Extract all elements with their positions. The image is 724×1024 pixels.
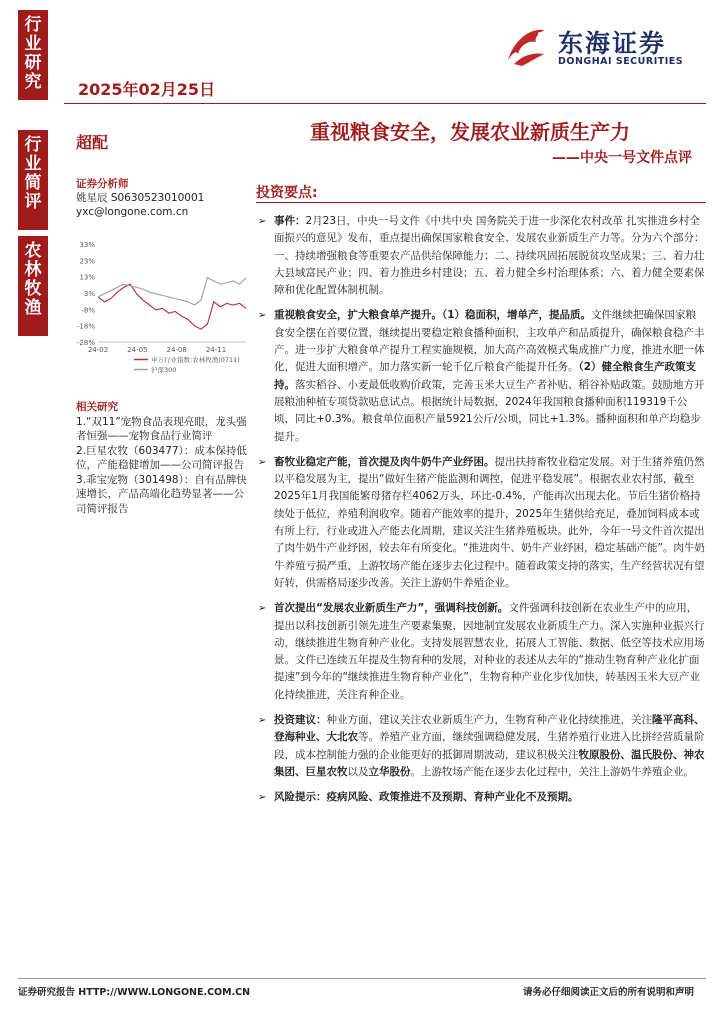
- bullet-risk: [258, 789, 706, 806]
- rating: 超配: [76, 133, 109, 152]
- series-line-1: [98, 278, 246, 305]
- report-subtitle: ——中央一号文件点评: [552, 150, 692, 166]
- related-item: 3.乖宝宠物（301498）：自有品牌快速增长，产品高端化趋势显著——公司简评报告: [76, 473, 247, 515]
- bullet-lead: 畜牧业稳定产能，首次提及肉牛奶牛产业纾困。: [274, 455, 495, 468]
- bullet-text: 以及: [347, 765, 369, 778]
- section-divider: [256, 202, 706, 203]
- x-tick-label: 24-11: [205, 346, 227, 354]
- related-item: 2.巨星农牧（603477）：成本保持低位，产能稳健增加——公司简评报告: [76, 444, 247, 471]
- report-date: 2025年02月25日: [78, 80, 216, 99]
- bullet-text: 提出扶持畜牧业稳定发展。对于生猪养殖仍然以平稳发展为主，提出“做好生猪产能监测和调控，促进平稳发展”。根据农业农村部，截至2025年1月我国能繁母猪存栏4062万头，环比-0.4%，产能再次出现去化。节后生猪价格持续处于低位，养殖利润收窄。随着产能效率的提升，2025年生猪供给充足，叠加饲料成本或有所上行，行业或进入产能去化周期，建议关注生猪养殖板块。此外，今年一号文件首次提出了肉牛奶牛产业纾困，较去年有所变化。“推进肉牛、奶牛产业纾困，稳定基础产能”。肉牛奶牛养殖亏损严重，上游牧场产能在逐步去化过程中。随着政策支持的落实，生产经营状况有望好转，供需格局逐步改善。关注上游奶牛养殖企业。: [274, 455, 705, 589]
- stock-names: 隆平高科、登海种业、大北农: [274, 714, 705, 744]
- side-tab-industry-brief: [18, 130, 48, 230]
- bullet-text: 2月23日，中央一号文件《中共中央 国务院关于进一步深化农村改革 扎实推进乡村全面振兴的意见》发布，重点提出确保国家粮食安全、发展农业新质生产力等。分为六个部分：一、持续增强粮食等重要农产品供给保障能力；二、持续巩固拓展脱贫攻坚成果；三、着力壮大县域富民产业；四、着力推进乡村建设；五、着力健全乡村治理体系；六、着力健全要素保障和优化配置体制机制。: [274, 215, 705, 297]
- bullet-text: 落实稻谷、小麦最低收购价政策，完善玉米大豆生产者补贴、稻谷补贴政策。鼓励地方开展粮油种植专项贷款贴息试点。根据统计局数据，2024年我国粮食播种面积119319千公顷，同比+0.3%。粮食单位面积产量5921公斤/公顷，同比+1.3%。播种面积和单产均稳步提升。: [274, 378, 705, 443]
- logo-chinese-name: 东海证券: [558, 29, 667, 58]
- series-line-0: [98, 284, 246, 329]
- tab-char: 简: [24, 173, 42, 193]
- bullet-text: 种业方面，建议关注农业新质生产力，生物育种产业化持续推进，关注: [326, 714, 652, 727]
- tab-char: 渔: [24, 298, 42, 318]
- related-label: 相关研究: [76, 401, 118, 413]
- tab-char: 林: [24, 260, 42, 280]
- bullet-lead: 首次提出“发展农业新质生产力”，强调科技创新。: [274, 602, 509, 615]
- header-divider: [64, 103, 706, 104]
- y-tick-label: 3%: [83, 290, 95, 298]
- bullet-text: 等。养殖产业方面，继续强调稳健发展，生猪养殖行业进入比拼经营质量阶段，成本控制能力强的企业能更好的抵御周期波动，建议积极关注: [274, 731, 705, 761]
- index-performance-chart: [64, 236, 254, 384]
- y-tick-label: -28%: [76, 339, 95, 347]
- stock-names: 立华股份: [368, 765, 411, 778]
- analyst-email: yxc@longone.com.cn: [76, 206, 189, 218]
- x-tick-label: 24-08: [166, 346, 187, 354]
- analyst-name: 姚星辰 S0630523010001: [76, 192, 205, 204]
- y-tick-label: 13%: [79, 273, 95, 282]
- donghai-logo: [500, 18, 700, 74]
- arrow-bullet-icon: ➢: [258, 310, 267, 322]
- arrow-bullet-icon: ➢: [258, 792, 267, 804]
- arrow-bullet-icon: ➢: [258, 216, 267, 227]
- section-title: 投资要点:: [256, 185, 318, 201]
- footer-disclaimer: 请务必仔细阅读正文后的所有说明和声明: [522, 987, 694, 998]
- tab-char: 行: [24, 135, 42, 155]
- key-points: [258, 213, 706, 815]
- analyst-label: 证券分析师: [76, 178, 129, 190]
- arrow-bullet-icon: ➢: [258, 456, 267, 468]
- tab-char: 农: [24, 241, 42, 261]
- stock-names: 牧原股份、温氏股份、神农集团、巨星农牧: [274, 748, 705, 778]
- bullet-event: [258, 213, 706, 299]
- analyst-info: [76, 177, 204, 219]
- arrow-bullet-icon: ➢: [258, 715, 267, 727]
- bullet-grain-security: [258, 307, 706, 445]
- tab-char: 究: [24, 72, 42, 92]
- dragon-emblem-icon: [500, 20, 552, 72]
- side-tab-agriculture: [18, 236, 48, 336]
- y-tick-label: -18%: [76, 322, 95, 331]
- report-title: 重视粮食安全，发展农业新质生产力: [310, 120, 630, 144]
- related-research: [76, 400, 252, 516]
- bullet-lead: 重视粮食安全，扩大粮食单产提升。（1）稳面积，增单产，提品质。: [274, 309, 592, 322]
- x-tick-label: 24-05: [127, 346, 148, 354]
- bullet-lead: 投资建议：: [274, 714, 327, 727]
- bullet-lead: （2）健全粮食生产政策支持。: [274, 361, 697, 391]
- footer-divider: [18, 978, 706, 979]
- related-item: 1.“双11”宠物食品表现亮眼，龙头强者恒强——宠物食品行业简评: [76, 415, 247, 442]
- arrow-bullet-icon: ➢: [258, 603, 267, 615]
- legend-label: 申万行业指数:农林牧渔(0711): [151, 356, 240, 364]
- legend-label: 沪深300: [151, 366, 177, 374]
- tab-char: 研: [24, 53, 42, 73]
- side-tab-industry-research: [18, 10, 48, 100]
- bullet-lead: 事件：: [274, 215, 306, 227]
- logo-english-name: DONGHAI SECURITIES: [558, 56, 684, 67]
- y-tick-label: -8%: [81, 306, 95, 315]
- y-tick-label: 33%: [79, 241, 95, 249]
- tab-char: 行: [24, 15, 42, 35]
- tab-char: 业: [24, 154, 42, 174]
- footer-left: 证券研究报告 HTTP://WWW.LONGONE.COM.CN: [18, 987, 251, 998]
- x-tick-label: 24-02: [87, 346, 109, 354]
- bullet-text: 疫病风险、政策推进不及预期、育种产业化不及预期。: [326, 791, 579, 804]
- bullet-livestock: [258, 454, 706, 592]
- bullet-new-productivity: [258, 600, 706, 704]
- bullet-lead: 风险提示：: [274, 791, 327, 804]
- bullet-text: 。上游牧场产能在逐步去化过程中，关注上游奶牛养殖企业。: [410, 765, 694, 778]
- tab-char: 牧: [24, 279, 42, 299]
- bullet-text: 文件继续把确保国家粮食安全摆在首要位置，继续提出要稳定粮食播种面积，主攻单产和品质提升，确保粮食稳产丰产。进一步扩大粮食单产提升工程实施规模，加大高产高效模式集成推广力度，推进水肥一体化，促进大面积增产。加力落实新一轮千亿斤粮食产能提升任务。: [274, 309, 705, 374]
- bullet-text: 文件强调科技创新在农业生产中的应用，提出以科技创新引领先进生产要素集聚，因地制宜发展农业新质生产力。深入实施种业振兴行动，继续推进生物育种产业化。支持发展智慧农业，拓展人工智能、数据、低空等技术应用场景。文件已连续五年提及生物育种的发展，对种业的表述从去年的“推动生物育种产业化扩面提速”到今年的“继续推进生物育种产业化”，生物育种产业化步伐加快，转基因玉米大豆产业化持续推进，关注育种企业。: [274, 602, 705, 701]
- tab-char: 业: [24, 34, 42, 54]
- y-tick-label: 23%: [79, 257, 95, 266]
- tab-char: 评: [24, 192, 42, 212]
- bullet-investment-advice: [258, 712, 706, 781]
